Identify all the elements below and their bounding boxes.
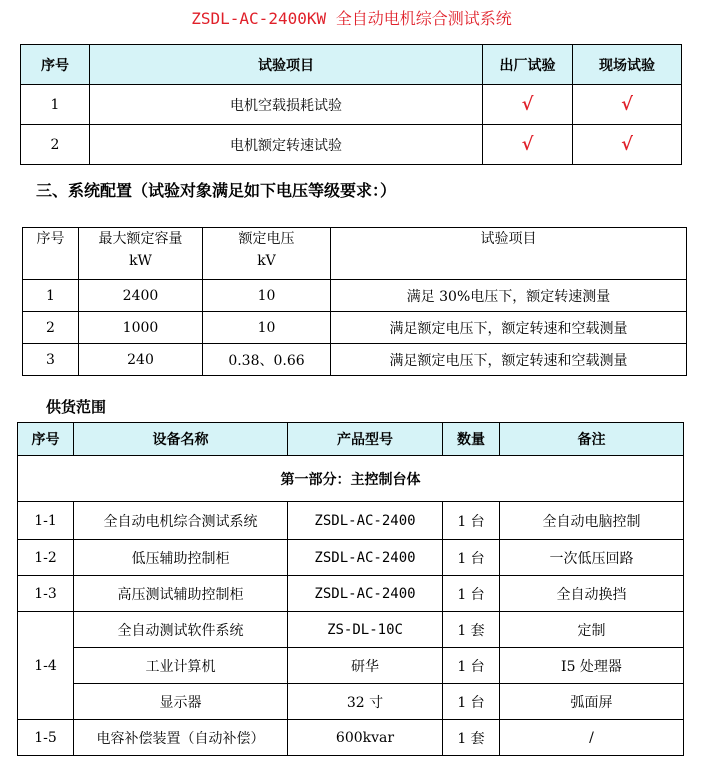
table-row — [21, 85, 682, 125]
check-icon: √ — [573, 125, 682, 165]
col-header-no: 序号 — [18, 423, 74, 456]
row-no: 1 — [23, 280, 79, 312]
table-row — [21, 125, 682, 165]
table-header-row — [18, 423, 684, 456]
row-model: ZSDL-AC-2400 — [288, 502, 443, 540]
row-note: 全自动换挡 — [500, 576, 684, 612]
row-qty: 1 套 — [443, 612, 500, 648]
row-name: 低压辅助控制柜 — [74, 540, 288, 576]
row-name: 全自动电机综合测试系统 — [74, 502, 288, 540]
header-voltage-unit: kV — [257, 253, 276, 269]
supply-table — [17, 422, 684, 756]
row-capacity: 240 — [79, 344, 203, 376]
header-no-label: 序号 — [36, 231, 65, 247]
row-qty: 1 台 — [443, 540, 500, 576]
col-header-item — [331, 228, 687, 280]
row-name: 显示器 — [74, 684, 288, 720]
row-model: 600kvar — [288, 720, 443, 756]
col-header-no: 序号 — [21, 45, 90, 85]
row-note: 一次低压回路 — [500, 540, 684, 576]
col-header-note: 备注 — [500, 423, 684, 456]
row-qty: 1 套 — [443, 720, 500, 756]
config-heading: 三、系统配置（试验对象满足如下电压等级要求：） — [36, 181, 397, 200]
col-header-capacity — [79, 228, 203, 280]
page-title: ZSDL-AC-2400KW 全自动电机综合测试系统 — [191, 9, 512, 28]
row-note: I5 处理器 — [500, 648, 684, 684]
test-items-table — [20, 44, 682, 165]
section-row — [18, 456, 684, 502]
row-qty: 1 台 — [443, 648, 500, 684]
row-no: 1-3 — [18, 576, 74, 612]
table-row — [18, 720, 684, 756]
table-row — [23, 312, 687, 344]
row-no: 1 — [21, 85, 90, 125]
table-row — [23, 344, 687, 376]
row-item: 满足额定电压下，额定转速和空载测量 — [331, 344, 687, 376]
row-model: 32 寸 — [288, 684, 443, 720]
row-model: ZSDL-AC-2400 — [288, 540, 443, 576]
row-name: 工业计算机 — [74, 648, 288, 684]
row-model: 研华 — [288, 648, 443, 684]
row-item: 满足额定电压下，额定转速和空载测量 — [331, 312, 687, 344]
row-voltage: 10 — [203, 280, 331, 312]
table-row — [18, 576, 684, 612]
col-header-factory: 出厂试验 — [483, 45, 573, 85]
table-row — [18, 684, 684, 720]
row-item: 电机额定转速试验 — [90, 125, 483, 165]
table-row — [18, 540, 684, 576]
row-qty: 1 台 — [443, 684, 500, 720]
check-icon: √ — [573, 85, 682, 125]
col-header-qty: 数量 — [443, 423, 500, 456]
row-no: 2 — [23, 312, 79, 344]
check-icon: √ — [483, 85, 573, 125]
col-header-model: 产品型号 — [288, 423, 443, 456]
config-table — [22, 227, 687, 376]
row-no: 1-4 — [18, 612, 74, 720]
row-name: 电容补偿装置（自动补偿） — [74, 720, 288, 756]
table-header-row — [23, 228, 687, 280]
header-capacity-unit: kW — [129, 253, 152, 269]
section-title: 第一部分：主控制台体 — [18, 456, 684, 502]
row-capacity: 1000 — [79, 312, 203, 344]
col-header-item: 试验项目 — [90, 45, 483, 85]
row-model: ZSDL-AC-2400 — [288, 576, 443, 612]
table-row — [18, 502, 684, 540]
col-header-name: 设备名称 — [74, 423, 288, 456]
row-note: 弧面屏 — [500, 684, 684, 720]
col-header-no — [23, 228, 79, 280]
row-qty: 1 台 — [443, 576, 500, 612]
row-no: 1-2 — [18, 540, 74, 576]
row-item: 满足 30%电压下，额定转速测量 — [331, 280, 687, 312]
header-voltage-label: 额定电压 — [238, 231, 295, 247]
row-voltage: 0.38、0.66 — [203, 344, 331, 376]
row-no: 2 — [21, 125, 90, 165]
table-row — [18, 648, 684, 684]
row-model: ZS-DL-10C — [288, 612, 443, 648]
header-item-label: 试验项目 — [480, 231, 537, 247]
row-capacity: 2400 — [79, 280, 203, 312]
row-item: 电机空载损耗试验 — [90, 85, 483, 125]
row-no: 1-1 — [18, 502, 74, 540]
check-icon: √ — [483, 125, 573, 165]
row-note: 定制 — [500, 612, 684, 648]
supply-heading: 供货范围 — [46, 398, 107, 416]
row-name: 全自动测试软件系统 — [74, 612, 288, 648]
col-header-voltage — [203, 228, 331, 280]
table-row — [18, 612, 684, 648]
row-note: / — [500, 720, 684, 756]
table-header-row — [21, 45, 682, 85]
row-name: 高压测试辅助控制柜 — [74, 576, 288, 612]
col-header-site: 现场试验 — [573, 45, 682, 85]
header-capacity-label: 最大额定容量 — [98, 231, 183, 247]
row-qty: 1 台 — [443, 502, 500, 540]
row-voltage: 10 — [203, 312, 331, 344]
row-no: 3 — [23, 344, 79, 376]
table-row — [23, 280, 687, 312]
row-no: 1-5 — [18, 720, 74, 756]
row-note: 全自动电脑控制 — [500, 502, 684, 540]
